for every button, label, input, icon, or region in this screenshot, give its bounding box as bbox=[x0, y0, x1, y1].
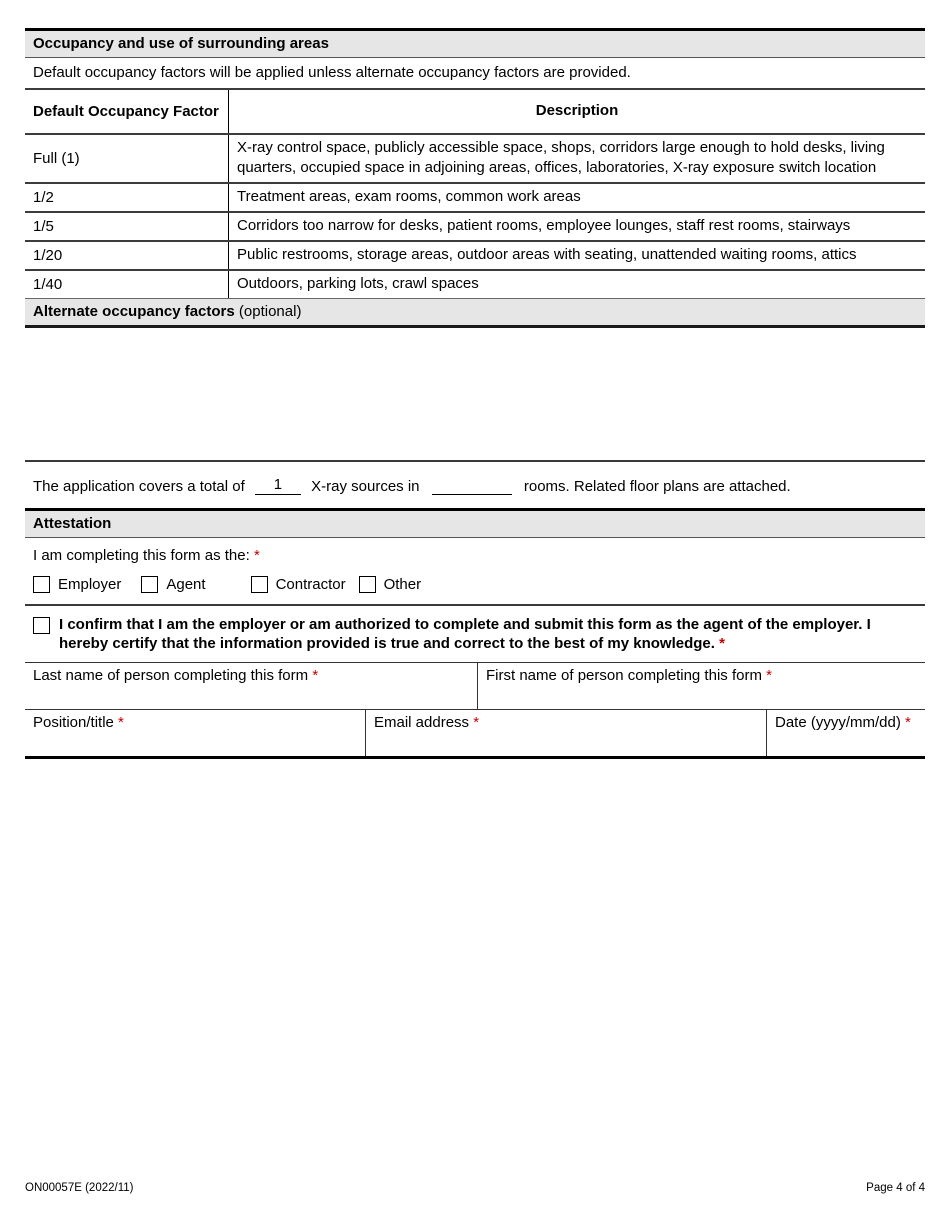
employer-label: Employer bbox=[58, 576, 122, 593]
column-header-factor: Default Occupancy Factor bbox=[33, 103, 219, 120]
first-name-label: First name of person completing this form bbox=[486, 667, 762, 684]
required-asterisk: * bbox=[473, 714, 480, 731]
table-row bbox=[25, 242, 925, 271]
confirmation-statement bbox=[59, 615, 925, 653]
table-row bbox=[25, 135, 925, 184]
required-asterisk: * bbox=[312, 667, 319, 684]
section-title: Occupancy and use of surrounding areas bbox=[33, 35, 329, 52]
email-address-field[interactable] bbox=[365, 710, 766, 756]
description-cell: X-ray control space, publicly accessible space, shops, corridors large enough to hold desks, living quarters, occupied space in adjoining areas, offices, laboratories, X-ray exposure switch location bbox=[228, 135, 925, 182]
role-option-employer bbox=[33, 576, 121, 593]
application-summary-line bbox=[25, 462, 925, 508]
contractor-label: Contractor bbox=[275, 576, 346, 593]
table-row bbox=[25, 184, 925, 213]
xray-sources-count-field[interactable]: 1 bbox=[255, 476, 301, 495]
summary-middle: X-ray sources in bbox=[311, 478, 420, 495]
other-checkbox[interactable] bbox=[359, 576, 376, 593]
section-header-alternate-occupancy bbox=[25, 298, 925, 328]
alternate-title: Alternate occupancy factors bbox=[33, 303, 235, 320]
table-row bbox=[25, 213, 925, 242]
agent-checkbox[interactable] bbox=[141, 576, 158, 593]
summary-suffix: rooms. Related floor plans are attached. bbox=[523, 478, 791, 495]
completing-as-question bbox=[25, 538, 925, 568]
alternate-optional-label: (optional) bbox=[238, 303, 302, 320]
description-cell: Public restrooms, storage areas, outdoor areas with seating, unattended waiting rooms, attics bbox=[228, 242, 925, 269]
factor-cell: Full (1) bbox=[33, 150, 80, 167]
factor-cell: 1/40 bbox=[33, 276, 63, 293]
agent-label: Agent bbox=[166, 576, 206, 593]
factor-cell: 1/2 bbox=[33, 189, 54, 206]
date-label: Date (yyyy/mm/dd) bbox=[775, 714, 901, 731]
section-header-occupancy bbox=[25, 28, 925, 58]
position-title-label: Position/title bbox=[33, 714, 114, 731]
position-email-date-row bbox=[25, 710, 925, 759]
description-cell: Outdoors, parking lots, crawl spaces bbox=[228, 271, 925, 298]
contractor-checkbox[interactable] bbox=[251, 576, 268, 593]
role-checkbox-group bbox=[25, 568, 925, 606]
confirmation-row bbox=[25, 606, 925, 663]
completing-as-label: I am completing this form as the: bbox=[33, 547, 250, 564]
occupancy-factor-table bbox=[25, 88, 925, 298]
last-name-field[interactable] bbox=[25, 663, 477, 709]
page-number: Page 4 of 4 bbox=[866, 1182, 925, 1194]
role-option-other bbox=[359, 576, 422, 593]
required-asterisk: * bbox=[766, 667, 772, 684]
first-name-field[interactable] bbox=[477, 663, 925, 709]
factor-cell: 1/20 bbox=[33, 247, 63, 264]
summary-prefix: The application covers a total of bbox=[33, 478, 245, 495]
role-option-contractor bbox=[251, 576, 346, 593]
form-id: ON00057E (2022/11) bbox=[25, 1182, 134, 1194]
employer-checkbox[interactable] bbox=[33, 576, 50, 593]
column-header-description: Description bbox=[228, 90, 925, 133]
table-row bbox=[25, 271, 925, 298]
attestation-title: Attestation bbox=[33, 515, 112, 532]
factor-cell: 1/5 bbox=[33, 218, 54, 235]
other-label: Other bbox=[383, 576, 422, 593]
name-fields-row bbox=[25, 663, 925, 710]
required-asterisk: * bbox=[905, 714, 911, 731]
required-asterisk: * bbox=[719, 635, 725, 652]
position-title-field[interactable] bbox=[25, 710, 365, 756]
date-field[interactable] bbox=[766, 710, 925, 756]
confirmation-checkbox[interactable] bbox=[33, 617, 50, 634]
required-asterisk: * bbox=[118, 714, 124, 731]
alternate-occupancy-entry-area[interactable] bbox=[25, 328, 925, 460]
email-address-label: Email address bbox=[374, 714, 470, 731]
occupancy-intro-text: Default occupancy factors will be applied unless alternate occupancy factors are provided. bbox=[33, 64, 631, 81]
table-header-row bbox=[25, 90, 925, 135]
description-cell: Treatment areas, exam rooms, common work areas bbox=[228, 184, 925, 211]
section-header-attestation bbox=[25, 508, 925, 538]
required-asterisk: * bbox=[253, 547, 260, 564]
page-footer bbox=[25, 1182, 925, 1194]
confirmation-text: I confirm that I am the employer or am authorized to complete and submit this form as the agent of the employer. I hereby certify that the information provided is true and correct to the best of my knowledge. bbox=[59, 616, 871, 652]
description-cell: Corridors too narrow for desks, patient rooms, employee lounges, staff rest rooms, stairways bbox=[228, 213, 925, 240]
rooms-count-field[interactable] bbox=[432, 494, 512, 495]
last-name-label: Last name of person completing this form bbox=[33, 667, 309, 684]
role-option-agent bbox=[141, 576, 205, 593]
